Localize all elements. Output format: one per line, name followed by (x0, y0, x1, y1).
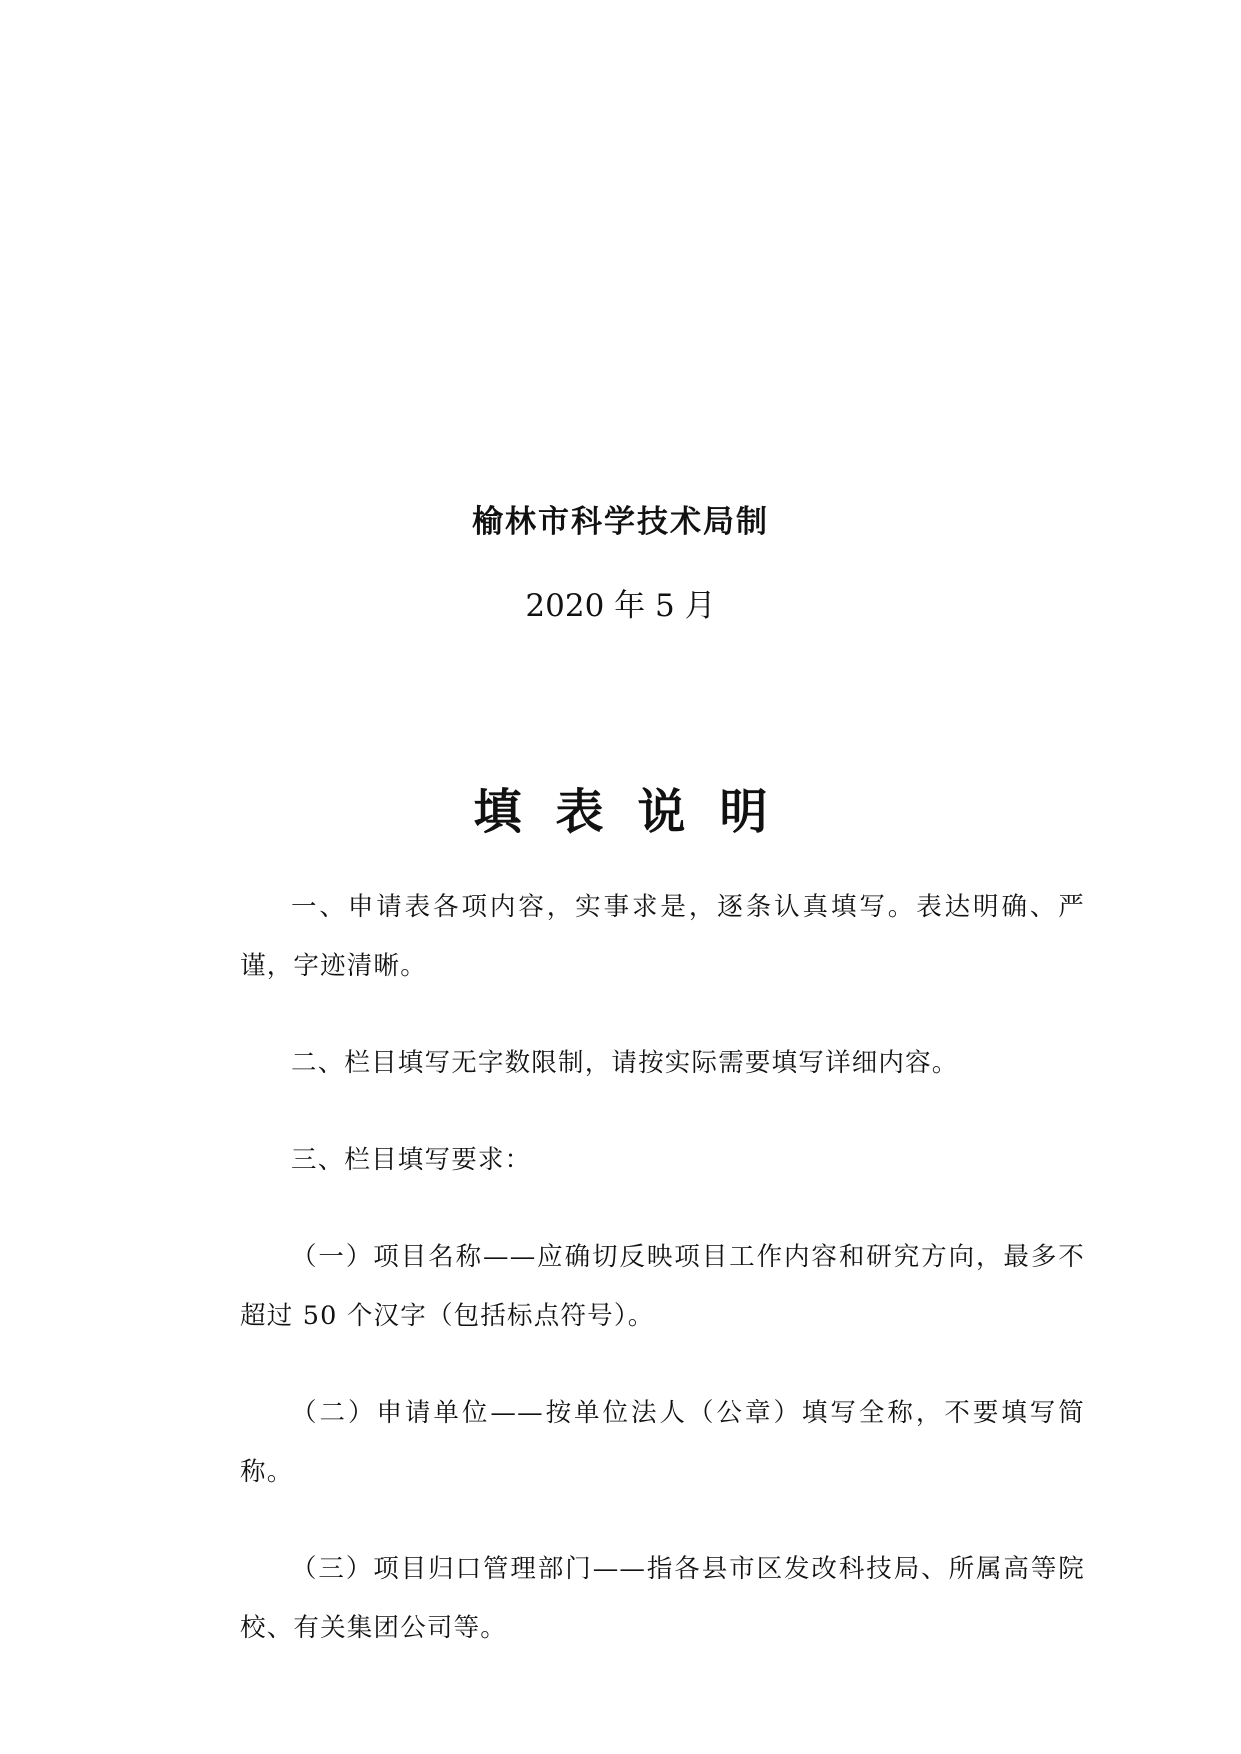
instruction-paragraph-4: （一）项目名称——应确切反映项目工作内容和研究方向，最多不超过 50 个汉字（包括标点符号）。 (240, 1242, 1085, 1331)
instruction-paragraph-5: （二）申请单位——按单位法人（公章）填写全称，不要填写简称。 (240, 1398, 1085, 1487)
issue-date: 2020 年 5 月 (525, 588, 716, 624)
instruction-paragraph-3: 三、栏目填写要求： (291, 1145, 532, 1175)
issuer-line: 榆林市科学技术局制 (472, 504, 769, 540)
instruction-paragraph-1: 一、申请表各项内容，实事求是，逐条认真填写。表达明确、严谨，字迹清晰。 (240, 892, 1085, 981)
instruction-paragraph-6: （三）项目归口管理部门——指各县市区发改科技局、所属高等院校、有关集团公司等。 (240, 1554, 1085, 1643)
instructions-title: 填表说明 (473, 784, 802, 840)
instruction-paragraph-2: 二、栏目填写无字数限制，请按实际需要填写详细内容。 (291, 1048, 959, 1078)
instructions-body (240, 878, 1085, 1696)
